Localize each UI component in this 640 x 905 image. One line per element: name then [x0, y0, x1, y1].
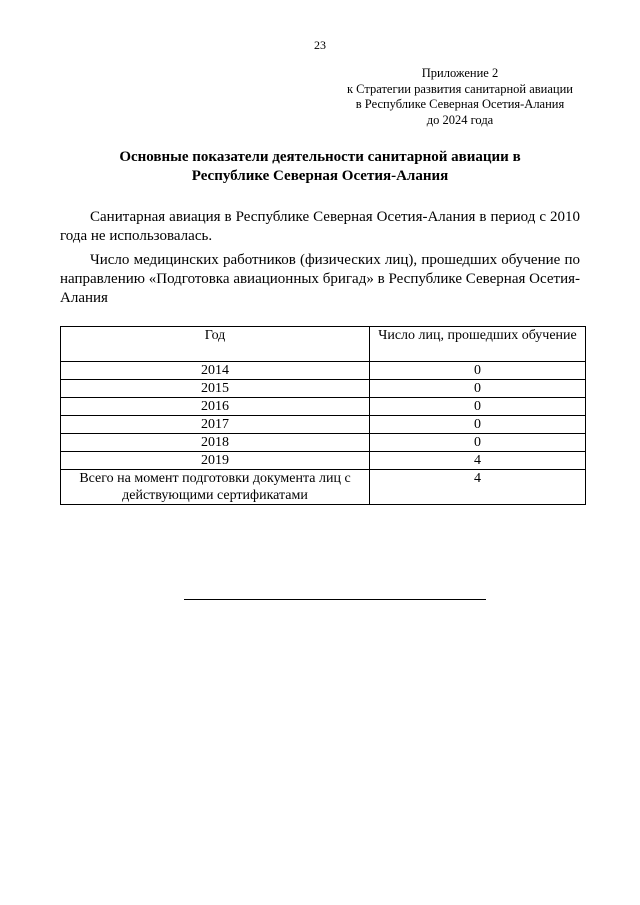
appendix-note [330, 66, 590, 128]
appendix-line-3: в Республике Северная Осетия-Алания [355, 97, 565, 111]
table-row [61, 452, 586, 470]
header-count: Число лиц, прошедших обучение [370, 327, 586, 362]
cell-total-label: Всего на момент подготовки документа лиц с действующими сертификатами [61, 470, 370, 505]
table-row [61, 362, 586, 380]
table-header-row [61, 327, 586, 362]
cell-count: 0 [370, 434, 586, 452]
document-title [60, 148, 580, 186]
paragraph-usage: Санитарная авиация в Республике Северная Осетия-Алания в период с 2010 года не использовалась. [60, 209, 580, 244]
table-row [61, 398, 586, 416]
page-number: 23 [314, 38, 326, 52]
header-year: Год [61, 327, 370, 362]
cell-year: 2014 [61, 362, 370, 380]
cell-year: 2017 [61, 416, 370, 434]
table-total-row [61, 470, 586, 505]
cell-count: 0 [370, 380, 586, 398]
cell-year: 2019 [61, 452, 370, 470]
appendix-line-1: Приложение 2 [421, 66, 499, 80]
cell-count: 0 [370, 398, 586, 416]
appendix-line-2: к Стратегии развития санитарной авиации [346, 81, 573, 96]
end-rule [184, 599, 486, 600]
table-row [61, 434, 586, 452]
cell-count: 0 [370, 362, 586, 380]
training-table [60, 326, 586, 505]
table-row [61, 416, 586, 434]
paragraph-training: Число медицинских работников (физических лиц), прошедших обучение по направлению «Подготовка авиационных бригад» в Республике Северная Осетия-Алания [60, 252, 580, 306]
title-line-2: Республике Северная Осетия-Алания [191, 168, 449, 184]
cell-year: 2018 [61, 434, 370, 452]
cell-year: 2015 [61, 380, 370, 398]
table-row [61, 380, 586, 398]
cell-total-count: 4 [370, 470, 586, 505]
cell-count: 0 [370, 416, 586, 434]
cell-count: 4 [370, 452, 586, 470]
cell-year: 2016 [61, 398, 370, 416]
appendix-line-4: до 2024 года [426, 112, 494, 127]
title-line-1: Основные показатели деятельности санитарной авиации в [119, 149, 521, 165]
